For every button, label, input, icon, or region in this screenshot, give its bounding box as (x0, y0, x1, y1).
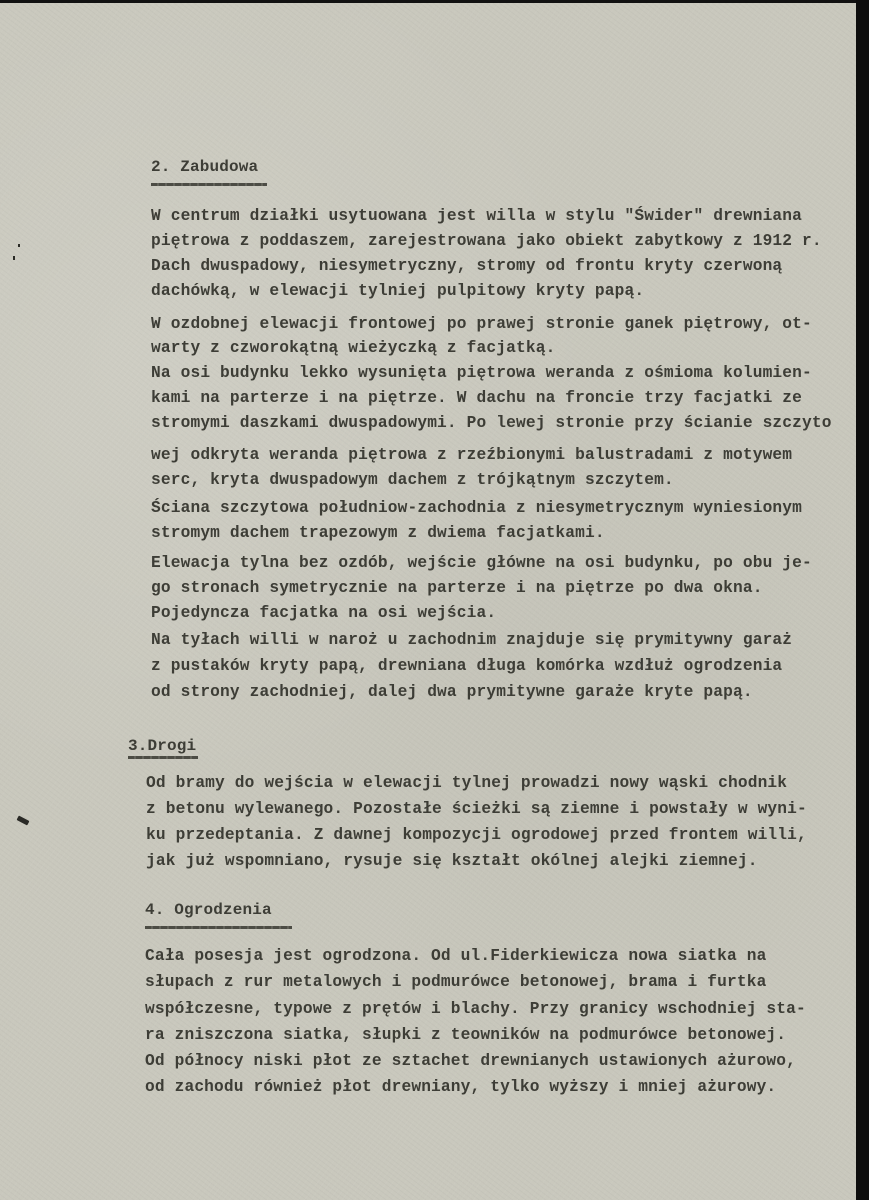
text-line: stromymi daszkami dwuspadowymi. Po lewej stronie przy ścianie szczyto (151, 414, 832, 432)
text-line: serc, kryta dwuspadowym dachem z trójkątnym szczytem. (151, 471, 674, 489)
text-line: W ozdobnej elewacji frontowej po prawej stronie ganek piętrowy, ot- (151, 315, 812, 333)
scan-speck (13, 256, 15, 260)
text-line: Na osi budynku lekko wysunięta piętrowa weranda z ośmioma kolumien- (151, 364, 812, 382)
text-line: ku przedeptania. Z dawnej kompozycji ogrodowej przed frontem willi, (146, 826, 807, 844)
scan-right-edge (856, 0, 869, 1200)
text-line: Cała posesja jest ogrodzona. Od ul.Fiderkiewicza nowa siatka na (145, 947, 767, 965)
text-line: piętrowa z poddaszem, zarejestrowana jako obiekt zabytkowy z 1912 r. (151, 232, 822, 250)
text-line: ra zniszczona siatka, słupki z teowników na podmurówce betonowej. (145, 1026, 787, 1044)
scan-speck (18, 244, 20, 247)
section-heading-ogrodzenia: 4. Ogrodzenia (145, 901, 272, 919)
text-line: Pojedyncza facjatka na osi wejścia. (151, 604, 497, 622)
text-line: Od północy niski płot ze sztachet drewnianych ustawionych ażurowo, (145, 1052, 797, 1070)
text-line: współczesne, typowe z prętów i blachy. Przy granicy wschodniej sta- (145, 1000, 806, 1018)
text-line: dachówką, w elewacji tylniej pulpitowy kryty papą. (151, 282, 645, 300)
text-line: go stronach symetrycznie na parterze i na piętrze po dwa okna. (151, 579, 763, 597)
text-line: Na tyłach willi w naroż u zachodnim znajduje się prymitywny garaż (151, 631, 793, 649)
typewritten-page (0, 3, 856, 1200)
text-line: Dach dwuspadowy, niesymetryczny, stromy od frontu kryty czerwoną (151, 257, 783, 275)
text-line: słupach z rur metalowych i podmurówce betonowej, brama i furtka (145, 973, 767, 991)
text-line: wej odkryta weranda piętrowa z rzeźbionymi balustradami z motywem (151, 446, 793, 464)
text-line: stromym dachem trapezowym z dwiema facjatkami. (151, 524, 605, 542)
text-line: Ściana szczytowa południow-zachodnia z niesymetrycznym wyniesionym (151, 499, 803, 517)
text-line: z pustaków kryty papą, drewniana długa komórka wzdłuż ogrodzenia (151, 657, 783, 675)
heading-underline (128, 756, 198, 759)
text-line: jak już wspomniano, rysuje się kształt okólnej alejki ziemnej. (146, 852, 758, 870)
section-heading-zabudowa: 2. Zabudowa (151, 158, 259, 176)
scan-top-edge (0, 0, 869, 3)
text-line: warty z czworokątną wieżyczką z facjatką. (151, 339, 556, 357)
text-line: z betonu wylewanego. Pozostałe ścieżki są ziemne i powstały w wyni- (146, 800, 807, 818)
text-line: kami na parterze i na piętrze. W dachu na froncie trzy facjatki ze (151, 389, 803, 407)
text-line: W centrum działki usytuowana jest willa w stylu "Świder" drewniana (151, 207, 803, 225)
heading-underline (151, 183, 267, 186)
section-heading-drogi: 3.Drogi (128, 737, 197, 755)
text-line: od zachodu również płot drewniany, tylko wyższy i mniej ażurowy. (145, 1078, 777, 1096)
text-line: Elewacja tylna bez ozdób, wejście główne na osi budynku, po obu je- (151, 554, 812, 572)
text-line: Od bramy do wejścia w elewacji tylnej prowadzi nowy wąski chodnik (146, 774, 788, 792)
text-line: od strony zachodniej, dalej dwa prymitywne garaże kryte papą. (151, 683, 753, 701)
heading-underline (145, 926, 292, 929)
